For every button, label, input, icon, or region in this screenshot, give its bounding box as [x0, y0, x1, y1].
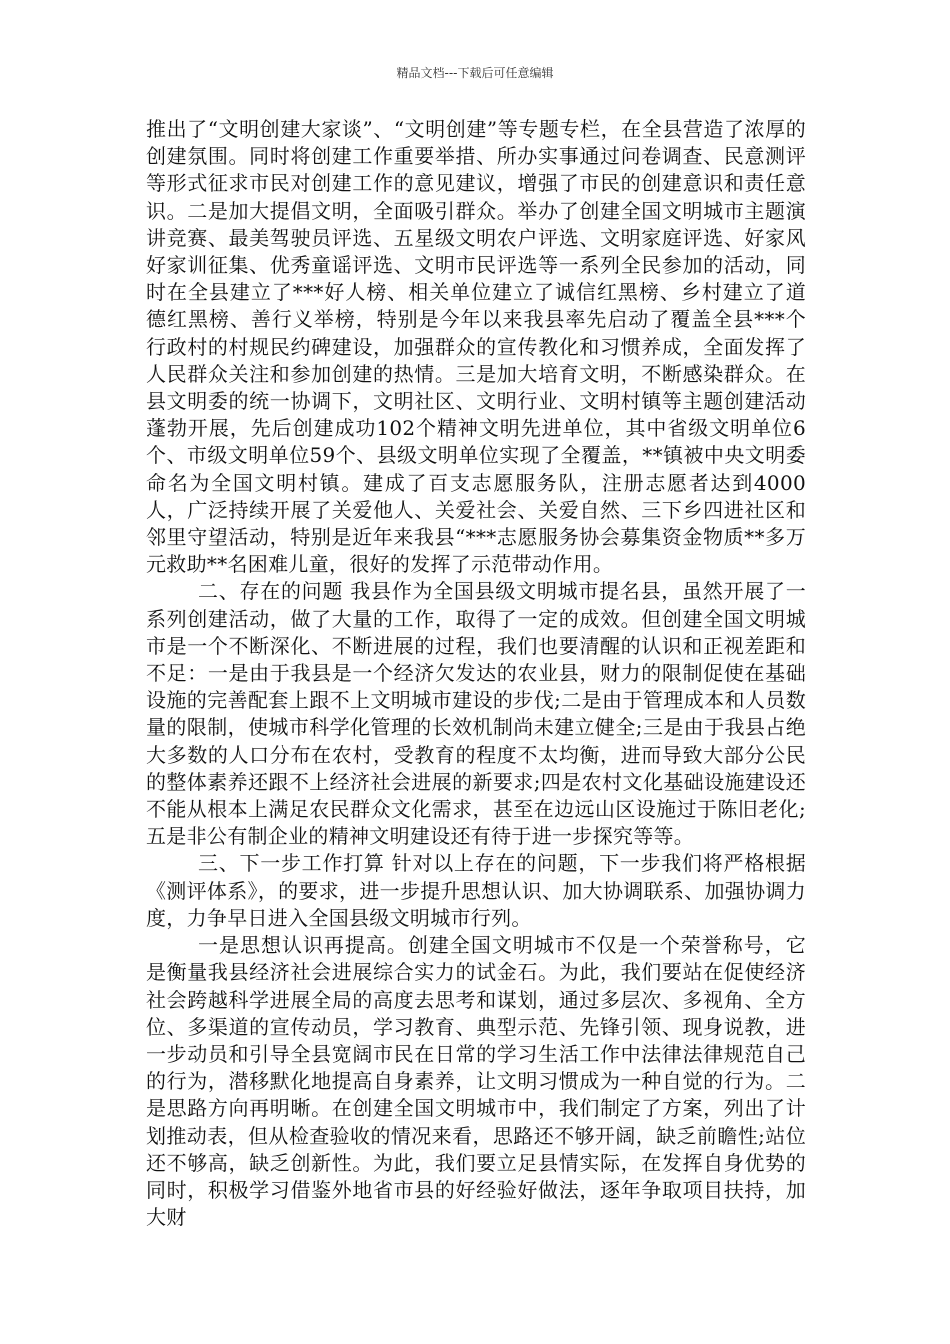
paragraph-1: 推出了“文明创建大家谈”、“文明创建”等专题专栏，在全县营造了浓厚的创建氛围。同时将创建工作重要举措、所办实事通过问卷调查、民意测评等形式征求市民对创建工作的意见建议，增强了市民的创建意识和责任意识。二是加大提倡文明，全面吸引群众。举办了创建全国文明城市主题演讲竞赛、最美驾驶员评选、五星级文明农户评选、文明家庭评选、好家风好家训征集、优秀童谣评选、文明市民评选等一系列全民参加的活动，同时在全县建立了***好人榜、相关单位建立了诚信红黑榜、乡村建立了道德红黑榜、善行义举榜，特别是今年以来我县率先启动了覆盖全县***个行政村的村规民约碑建设，加强群众的宣传教化和习惯养成，全面发挥了人民群众关注和参加创建的热情。三是加大培育文明，不断感染群众。在县文明委的统一协调下，文明社区、文明行业、文明村镇等主题创建活动蓬勃开展，先后创建成功102个精神文明先进单位，其中省级文明单位6个、市级文明单位59个、县级文明单位实现了全覆盖，**镇被中央文明委命名为全国文明村镇。建成了百支志愿服务队，注册志愿者达到4000人，广泛持续开展了关爱他人、关爱社会、关爱自然、三下乡四进社区和邻里守望活动，特别是近年来我县“***志愿服务协会募集资金物质**多万元救助**名困难儿童，很好的发挥了示范带动作用。 — [146, 117, 806, 577]
paragraph-3: 三、下一步工作打算 针对以上存在的问题，下一步我们将严格根据《测评体系》，的要求，进一步提升思想认识、加大协调联系、加强协调力度，力争早日进入全国县级文明城市行列。 — [146, 851, 806, 930]
page-header: 精品文档---下载后可任意编辑 — [396, 66, 554, 80]
paragraph-4: 一是思想认识再提高。创建全国文明城市不仅是一个荣誉称号，它是衡量我县经济社会进展综合实力的试金石。为此，我们要站在促使经济社会跨越科学进展全局的高度去思考和谋划，通过多层次、多视角、全方位、多渠道的宣传动员，学习教育、典型示范、先锋引领、现身说教，进一步动员和引导全县宽阔市民在日常的学习生活工作中法律法律规范自己的行为，潜移默化地提高自身素养，让文明习惯成为一种自觉的行为。二是思路方向再明晰。在创建全国文明城市中，我们制定了方案，列出了计划推动表，但从检查验收的情况来看，思路还不够开阔，缺乏前瞻性;站位还不够高，缺乏创新性。为此，我们要立足县情实际，在发挥自身优势的同时，积极学习借鉴外地省市县的好经验好做法，逐年争取项目扶持，加大财 — [146, 933, 806, 1230]
paragraph-2: 二、存在的问题 我县作为全国县级文明城市提名县，虽然开展了一系列创建活动，做了大量的工作，取得了一定的成效。但创建全国文明城市是一个不断深化、不断进展的过程，我们也要清醒的认识和正视差距和不足：一是由于我县是一个经济欠发达的农业县，财力的限制促使在基础设施的完善配套上跟不上文明城市建设的步伐;二是由于管理成本和人员数量的限制，使城市科学化管理的长效机制尚未建立健全;三是由于我县占绝大多数的人口分布在农村，受教育的程度不太均衡，进而导致大部分公民的整体素养还跟不上经济社会进展的新要求;四是农村文化基础设施建设还不能从根本上满足农民群众文化需求，甚至在边远山区设施过于陈旧老化;五是非公有制企业的精神文明建设还有待于进一步探究等等。 — [146, 579, 806, 849]
document-body — [146, 116, 806, 1231]
